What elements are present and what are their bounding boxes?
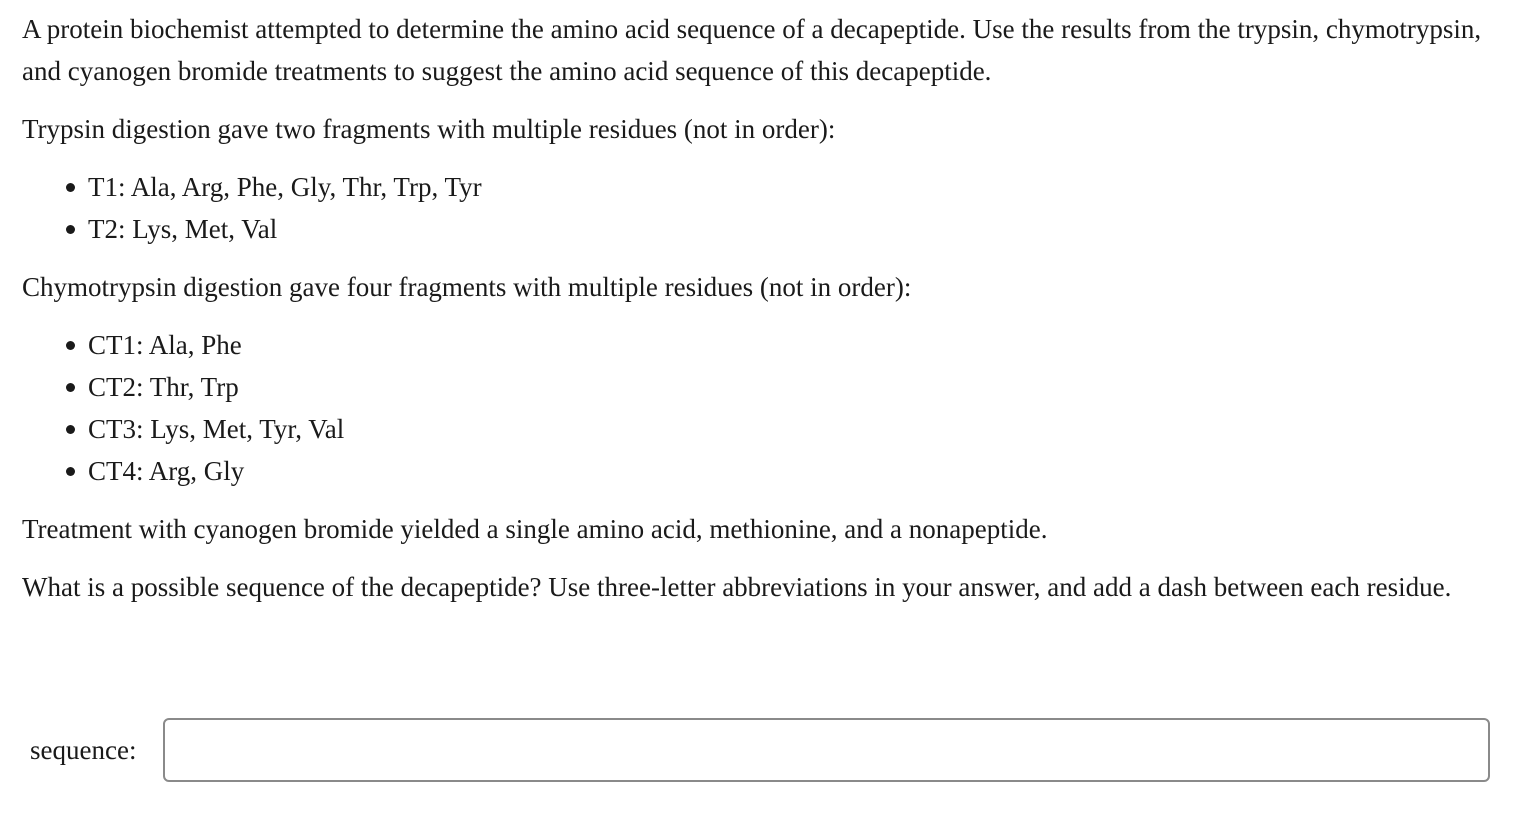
trypsin-heading: Trypsin digestion gave two fragments with multiple residues (not in order): <box>22 114 836 144</box>
list-item <box>66 208 1518 250</box>
bullet-icon <box>66 425 75 434</box>
fragment-text: T1: Ala, Arg, Phe, Gly, Thr, Trp, Tyr <box>88 172 482 202</box>
fragment-text: T2: Lys, Met, Val <box>88 214 278 244</box>
bullet-icon <box>66 341 75 350</box>
fragment-text: CT1: Ala, Phe <box>88 330 242 360</box>
fragment-text: CT2: Thr, Trp <box>88 372 239 402</box>
list-item <box>66 324 1518 366</box>
bullet-icon <box>66 383 75 392</box>
list-item <box>66 408 1518 450</box>
sequence-label: sequence: <box>30 735 137 765</box>
question-intro: A protein biochemist attempted to determine the amino acid sequence of a decapeptide. Use the results from the trypsin, chymotrypsin, and cyanogen bromide treatments to suggest the amino acid sequence of this decapeptide. <box>22 14 1482 86</box>
sequence-input[interactable] <box>163 718 1490 782</box>
list-item <box>66 166 1518 208</box>
list-item <box>66 366 1518 408</box>
bullet-icon <box>66 467 75 476</box>
chymotrypsin-heading: Chymotrypsin digestion gave four fragments with multiple residues (not in order): <box>22 272 912 302</box>
cnbr-result: Treatment with cyanogen bromide yielded a single amino acid, methionine, and a nonapeptide. <box>22 514 1048 544</box>
trypsin-fragment-list <box>22 166 1518 250</box>
fragment-text: CT3: Lys, Met, Tyr, Val <box>88 414 345 444</box>
question-prompt: What is a possible sequence of the decapeptide? Use three-letter abbreviations in your answer, and add a dash between each residue. <box>22 572 1452 602</box>
chymotrypsin-fragment-list <box>22 324 1518 492</box>
answer-row <box>30 718 1490 782</box>
bullet-icon <box>66 225 75 234</box>
list-item <box>66 450 1518 492</box>
bullet-icon <box>66 183 75 192</box>
fragment-text: CT4: Arg, Gly <box>88 456 245 486</box>
